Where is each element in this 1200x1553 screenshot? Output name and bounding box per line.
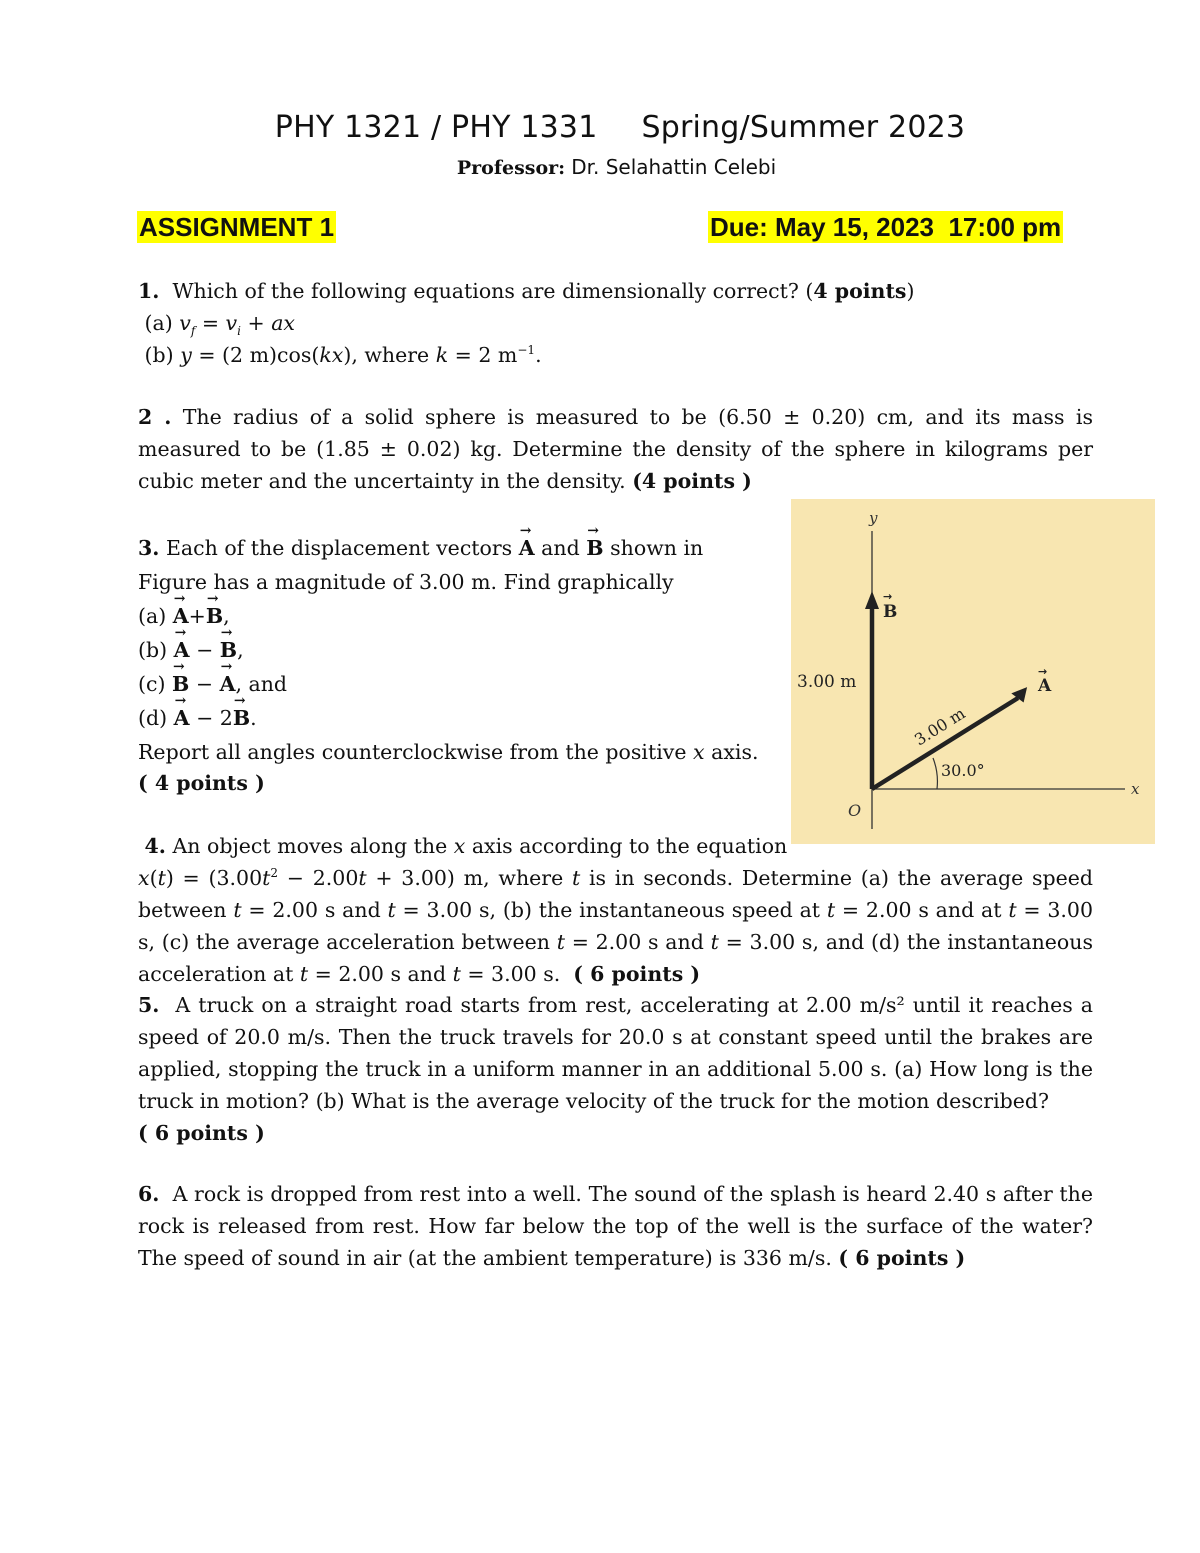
q1-points: 4 points bbox=[813, 279, 907, 303]
q6-points: ( 6 points ) bbox=[838, 1246, 966, 1270]
angle-arc bbox=[933, 758, 937, 789]
vector-a-magnitude: 3.00 m bbox=[911, 703, 969, 750]
question-6 bbox=[138, 1178, 1093, 1274]
course-codes: PHY 1321 / PHY 1331 bbox=[274, 110, 598, 145]
q3-part-c: (c) → B − → A, and bbox=[138, 667, 778, 701]
question-5 bbox=[138, 989, 1093, 1149]
vector-figure bbox=[791, 499, 1155, 844]
q3-number: 3. bbox=[138, 536, 160, 560]
origin-label: O bbox=[848, 801, 862, 820]
vector-b-magnitude: 3.00 m bbox=[797, 672, 857, 692]
y-axis-label: y bbox=[869, 509, 878, 527]
angle-label: 30.0° bbox=[941, 761, 985, 780]
q6-text: A rock is dropped from rest into a well. The sound of the splash is heard 2.40 s after the rock is released from rest. How far below the top of the well is the surface of the water? The speed of sound in air (at the ambient temperature) is 336 m/s. bbox=[138, 1182, 1093, 1270]
x-axis-label: x bbox=[1131, 780, 1140, 798]
course-term: Spring/Summer 2023 bbox=[641, 110, 966, 145]
q2-number: 2 . bbox=[138, 405, 172, 429]
vector-a-label: A bbox=[1038, 676, 1052, 696]
vector-diagram bbox=[791, 499, 1155, 844]
question-1: 1. Which of the following equations are dimensionally correct? (4 points) (a) $v_f = v_i$ + ax (b) y = (2 m)cos(kx), where k = 2 $m^{-1}$. bbox=[138, 275, 1098, 371]
q1-number: 1. bbox=[138, 279, 160, 303]
due-date: Due: May 15, 2023 17:00 pm bbox=[710, 212, 1062, 242]
q1-part-a: (a) $v_f = v_i$ + ax bbox=[144, 311, 295, 339]
q2-points: (4 points ) bbox=[632, 469, 752, 493]
q3-part-a: (a) → A+→ B, bbox=[138, 599, 778, 633]
professor-label: Professor: bbox=[456, 157, 566, 179]
q4-number: 4. bbox=[144, 834, 166, 858]
question-4: 4. An object moves along the x axis according to the equation $x(t) = (3.00t^2 - 2.00t + 3.00)$ m, where t is in seconds. Determine (a) the average speed between t = 2.00 s and t = 3.00 s, (b) the instantaneous speed at t = 2.00 s and at t = 3.00 s, (c) the average acceleration between t = 2.00 s and t = 3.00 s, and (d) the instantaneous acceleration at t = 2.00 s and t = 3.00 s. ( 6 points ) bbox=[138, 834, 1094, 986]
q5-number: 5. bbox=[138, 993, 160, 1017]
q3-part-b: (b) → A − → B, bbox=[138, 633, 778, 667]
q2-text: The radius of a solid sphere is measured to be (6.50 ± 0.20) cm, and its mass is measured to be (1.85 ± 0.02) kg. Determine the density of the sphere in kilograms per cubic meter and the uncertainty in the density. bbox=[138, 405, 1093, 493]
q1-part-b: (b) y = (2 m)cos(kx), where k = 2 $m^{-1}$. bbox=[144, 343, 542, 367]
svg-text:→: → bbox=[1038, 665, 1048, 678]
question-2 bbox=[138, 401, 1093, 497]
assignment-title: ASSIGNMENT 1 bbox=[139, 212, 335, 242]
q6-number: 6. bbox=[138, 1182, 160, 1206]
q1-text: Which of the following equations are dimensionally correct? ( bbox=[172, 279, 814, 303]
professor-line bbox=[0, 155, 1200, 179]
q5-points: ( 6 points ) bbox=[138, 1121, 265, 1145]
vector-b-label: B bbox=[883, 602, 898, 622]
q5-text: A truck on a straight road starts from rest, accelerating at 2.00 m/s² until it reaches a speed of 20.0 m/s. Then the truck travels for 20.0 s at constant speed until the brakes are applied, stopping the truck in a uniform manner in an additional 5.00 s. (a) How long is the truck in motion? (b) What is the average velocity of the truck for the motion described? bbox=[138, 993, 1093, 1113]
q4-points: ( 6 points ) bbox=[573, 962, 701, 986]
course-title bbox=[0, 110, 1200, 145]
svg-text:→: → bbox=[883, 590, 893, 603]
q3-points: ( 4 points ) bbox=[138, 771, 265, 795]
vector-b-head bbox=[865, 591, 879, 609]
question-3: 3. Each of the displacement vectors → A and → B shown in Figure has a magnitude of 3.00 m. Find graphically (a) → A+→ B, (b) → A − → B, (c) → B − → A, and (d) → A − 2→ B. Report all angles counterclockwise from the positive x axis. ( 4 points ) bbox=[138, 531, 778, 797]
q3-part-d: (d) → A − 2→ B. bbox=[138, 701, 778, 735]
professor-name: Dr. Selahattin Celebi bbox=[571, 155, 777, 179]
